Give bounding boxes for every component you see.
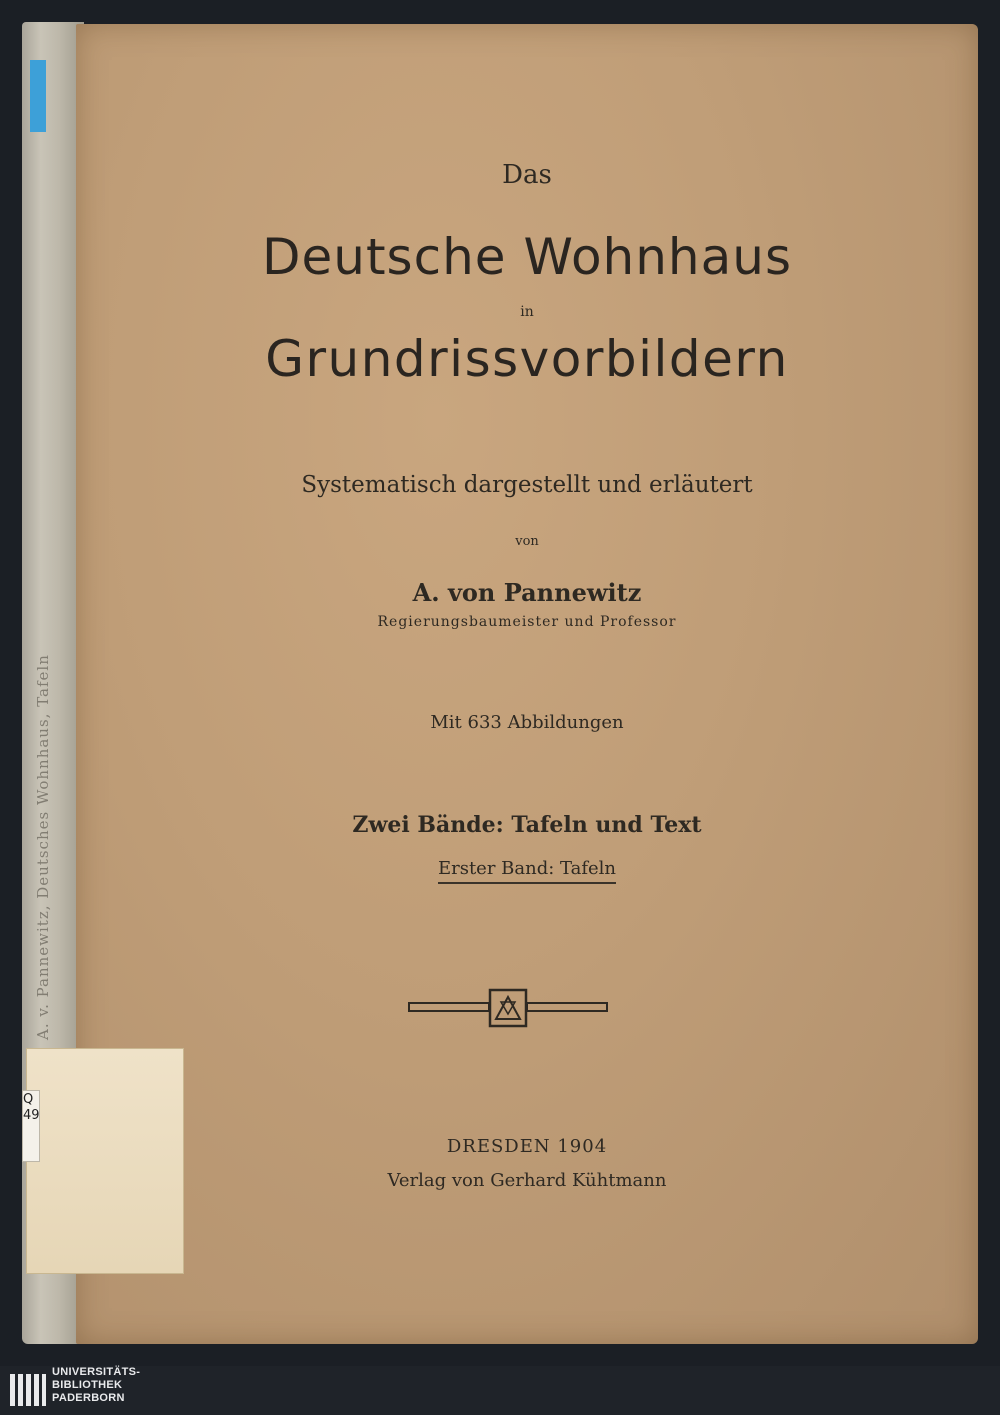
spine-color-tag [30,60,46,132]
library-logo-icon [8,1370,48,1410]
title-line-2: Grundrissvorbildern [265,330,789,388]
library-name [52,1366,140,1405]
volume-label-text: Erster Band: Tafeln [438,858,616,884]
title-connector: in [520,304,534,320]
illustrations-count: Mit 633 Abbildungen [430,712,624,733]
title-article: Das [502,160,552,190]
place-and-year: DRESDEN 1904 [446,1136,608,1157]
library-name-line-1: UNIVERSITÄTS- [52,1366,141,1378]
library-name-line-2: BIBLIOTHEK [52,1379,123,1391]
volumes-note: Zwei Bände: Tafeln und Text [352,812,702,838]
publisher: Verlag von Gerhard Kühtmann [387,1170,667,1191]
library-footer [0,1366,1000,1415]
title-line-1: Deutsche Wohnhaus [262,228,792,286]
author-role: Regierungsbaumeister und Professor [377,614,677,630]
spine-title: A. v. Pannewitz, Deutsches Wohnhaus, Tafeln [34,654,52,1040]
volume-label [76,858,978,879]
shelf-label-text: Q 49 [23,1092,40,1123]
library-name-line-3: PADERBORN [52,1392,125,1404]
by-line: von [515,534,539,549]
author-name: A. von Pannewitz [412,578,642,607]
library-label-sticker [26,1048,184,1274]
publisher-emblem-icon [408,988,608,1028]
subtitle: Systematisch dargestellt und erläutert [301,472,753,498]
